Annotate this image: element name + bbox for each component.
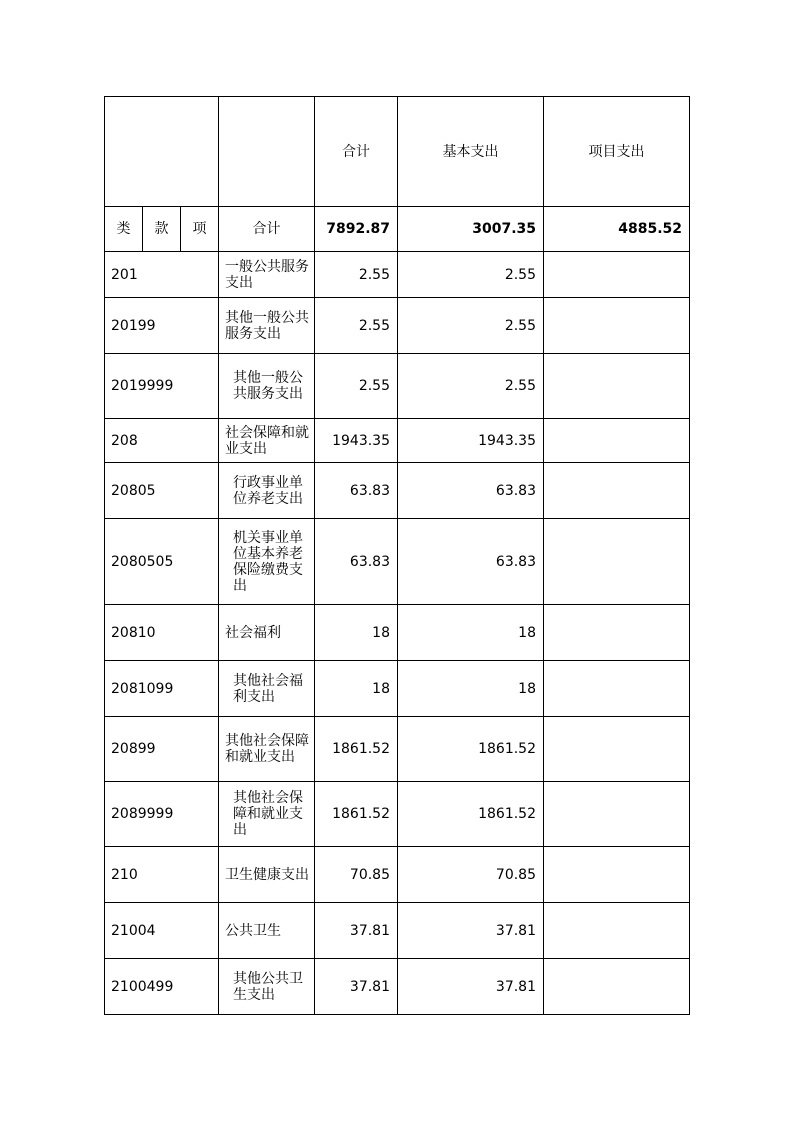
row-project xyxy=(544,354,690,419)
row-total: 70.85 xyxy=(315,847,398,903)
row-total: 37.81 xyxy=(315,959,398,1015)
row-code: 2019999 xyxy=(105,354,219,419)
header-blank-name-cell xyxy=(219,97,315,207)
row-code: 2081099 xyxy=(105,661,219,717)
row-total: 18 xyxy=(315,661,398,717)
subheader-kuan: 款 xyxy=(143,207,181,252)
row-total: 63.83 xyxy=(315,519,398,605)
row-total: 2.55 xyxy=(315,298,398,354)
row-name: 其他一般公共服务支出 xyxy=(219,298,315,354)
row-total: 1861.52 xyxy=(315,717,398,782)
row-code: 20810 xyxy=(105,605,219,661)
row-name: 行政事业单位养老支出 xyxy=(219,463,315,519)
row-basic: 18 xyxy=(398,661,544,717)
row-project xyxy=(544,661,690,717)
row-total: 1861.52 xyxy=(315,782,398,847)
row-project xyxy=(544,959,690,1015)
row-code: 210 xyxy=(105,847,219,903)
table-row xyxy=(105,903,690,959)
row-project xyxy=(544,605,690,661)
row-project xyxy=(544,463,690,519)
subheader-lei: 类 xyxy=(105,207,143,252)
row-name: 其他社会保障和就业支出 xyxy=(219,717,315,782)
table-row xyxy=(105,463,690,519)
subheader-row xyxy=(105,207,690,252)
row-total: 2.55 xyxy=(315,252,398,298)
table-row xyxy=(105,605,690,661)
row-code: 2100499 xyxy=(105,959,219,1015)
row-name: 公共卫生 xyxy=(219,903,315,959)
table-row xyxy=(105,847,690,903)
row-project xyxy=(544,717,690,782)
row-code: 20199 xyxy=(105,298,219,354)
row-project xyxy=(544,252,690,298)
row-code: 20899 xyxy=(105,717,219,782)
row-basic: 63.83 xyxy=(398,519,544,605)
row-code: 20805 xyxy=(105,463,219,519)
row-basic: 1943.35 xyxy=(398,419,544,463)
row-total: 2.55 xyxy=(315,354,398,419)
row-name: 卫生健康支出 xyxy=(219,847,315,903)
row-total: 63.83 xyxy=(315,463,398,519)
table-row xyxy=(105,717,690,782)
table-row xyxy=(105,782,690,847)
row-basic: 37.81 xyxy=(398,903,544,959)
row-total: 18 xyxy=(315,605,398,661)
row-project xyxy=(544,903,690,959)
table-row xyxy=(105,252,690,298)
row-code: 2089999 xyxy=(105,782,219,847)
row-project xyxy=(544,782,690,847)
grand-project: 4885.52 xyxy=(544,207,690,252)
row-basic: 37.81 xyxy=(398,959,544,1015)
row-project xyxy=(544,847,690,903)
row-basic: 2.55 xyxy=(398,252,544,298)
row-project xyxy=(544,419,690,463)
expenditure-table xyxy=(104,96,690,1015)
table-row xyxy=(105,298,690,354)
row-project xyxy=(544,298,690,354)
row-code: 208 xyxy=(105,419,219,463)
row-name: 机关事业单位基本养老保险缴费支出 xyxy=(219,519,315,605)
row-name: 一般公共服务支出 xyxy=(219,252,315,298)
row-code: 21004 xyxy=(105,903,219,959)
header-blank-cell xyxy=(105,97,219,207)
row-basic: 1861.52 xyxy=(398,717,544,782)
table-row xyxy=(105,419,690,463)
row-name: 其他社会保障和就业支出 xyxy=(219,782,315,847)
table-row xyxy=(105,354,690,419)
header-total: 合计 xyxy=(315,97,398,207)
row-total: 37.81 xyxy=(315,903,398,959)
row-code: 201 xyxy=(105,252,219,298)
row-total: 1943.35 xyxy=(315,419,398,463)
table-row xyxy=(105,519,690,605)
row-name: 其他一般公共服务支出 xyxy=(219,354,315,419)
row-name: 社会保障和就业支出 xyxy=(219,419,315,463)
row-name: 其他社会福利支出 xyxy=(219,661,315,717)
table-row xyxy=(105,661,690,717)
row-basic: 1861.52 xyxy=(398,782,544,847)
row-basic: 2.55 xyxy=(398,354,544,419)
row-basic: 70.85 xyxy=(398,847,544,903)
grand-basic: 3007.35 xyxy=(398,207,544,252)
header-project: 项目支出 xyxy=(544,97,690,207)
row-basic: 63.83 xyxy=(398,463,544,519)
row-name: 社会福利 xyxy=(219,605,315,661)
row-code: 2080505 xyxy=(105,519,219,605)
subheader-xiang: 项 xyxy=(181,207,219,252)
row-name: 其他公共卫生支出 xyxy=(219,959,315,1015)
header-row xyxy=(105,97,690,207)
subheader-total-label: 合计 xyxy=(219,207,315,252)
row-basic: 2.55 xyxy=(398,298,544,354)
grand-total: 7892.87 xyxy=(315,207,398,252)
row-basic: 18 xyxy=(398,605,544,661)
row-project xyxy=(544,519,690,605)
table-row xyxy=(105,959,690,1015)
header-basic: 基本支出 xyxy=(398,97,544,207)
